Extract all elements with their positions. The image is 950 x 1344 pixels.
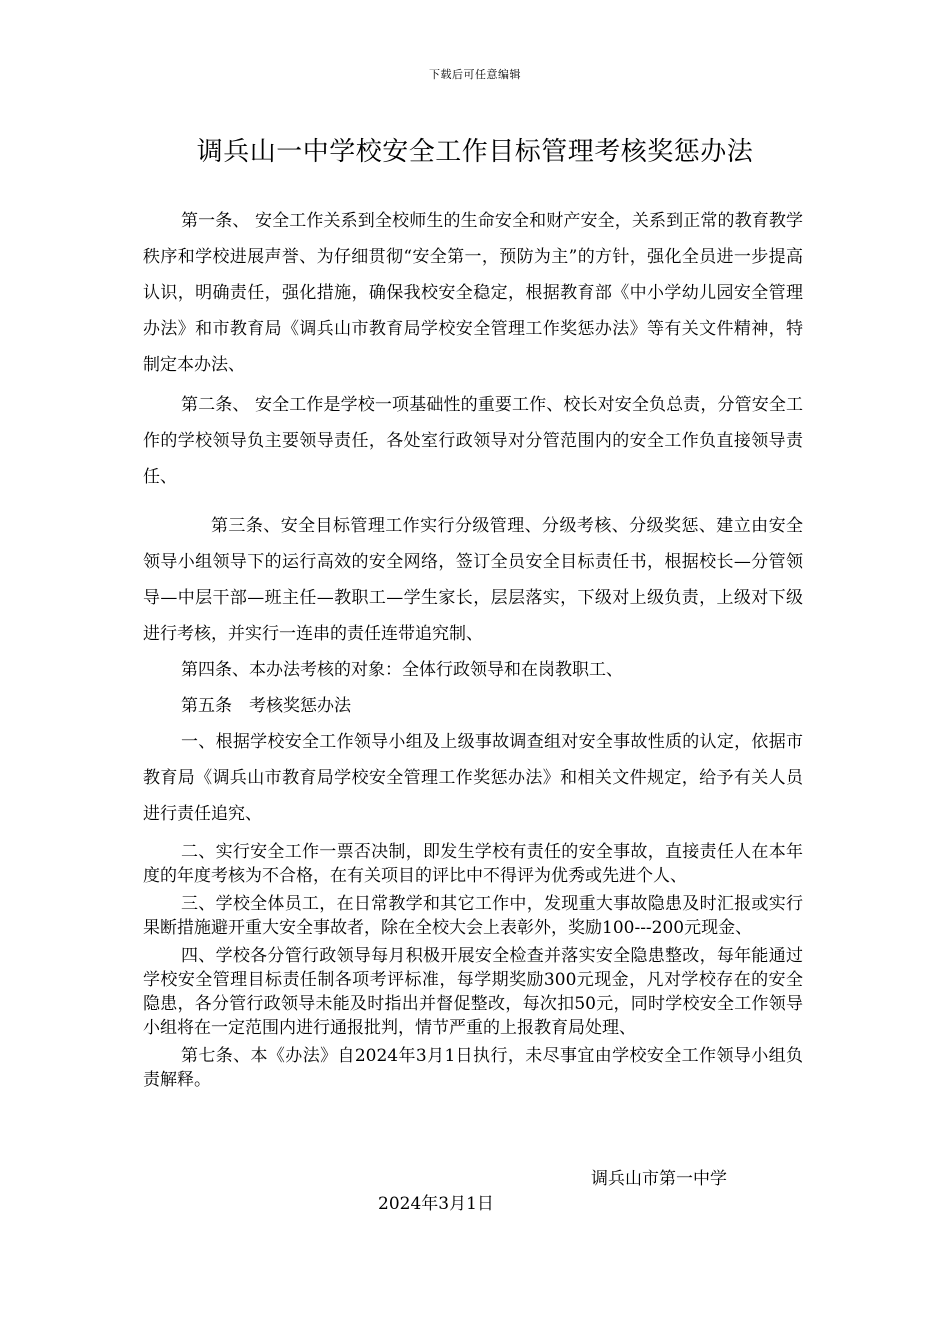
paragraph-article-7: 第七条、本《办法》自2024年3月1日执行，未尽事宜由学校安全工作领导小组负责解释。 [143, 1046, 803, 1090]
header-note: 下载后可任意编辑 [429, 68, 521, 81]
paragraph-article-5: 第五条 考核奖惩办法 [181, 696, 351, 716]
paragraph-article-4: 第四条、本办法考核的对象：全体行政领导和在岗教职工、 [181, 660, 623, 680]
paragraph-article-3: 第三条、安全目标管理工作实行分级管理、分级考核、分级奖惩、建立由安全领导小组领导下的运行高效的安全网络，签订全员安全目标责任书，根据校长—分管领导—中层干部—班主任—教职工—学生家长，层层落实，下级对上级负责，上级对下级进行考核，并实行一连串的责任连带追究制、 [143, 516, 803, 644]
paragraph-article-2: 第二条、 安全工作是学校一项基础性的重要工作、校长对安全负总责，分管安全工作的学校领导负主要领导责任，各处室行政领导对分管范围内的安全工作负直接领导责任、 [143, 395, 803, 487]
paragraph-item-3: 三、学校全体员工，在日常教学和其它工作中，发现重大事故隐患及时汇报或实行果断措施避开重大安全事故者，除在全校大会上表彰外，奖励100---200元现金、 [143, 894, 803, 938]
body-block-main [143, 203, 803, 832]
paragraph-item-1: 一、根据学校安全工作领导小组及上级事故调查组对安全事故性质的认定，依据市教育局《调兵山市教育局学校安全管理工作奖惩办法》和相关文件规定，给予有关人员进行责任追究、 [143, 732, 803, 824]
paragraph-article-1: 第一条、 安全工作关系到全校师生的生命安全和财产安全，关系到正常的教育教学秩序和学校进展声誉、为仔细贯彻“安全第一，预防为主”的方针，强化全员进一步提高认识，明确责任，强化措施，确保我校安全稳定，根据教育部《中小学幼儿园安全管理办法》和市教育局《调兵山市教育局学校安全管理工作奖惩办法》等有关文件精神，特制定本办法、 [143, 211, 803, 375]
body-block-items [143, 840, 803, 1092]
signature-date: 2024年3月1日 [378, 1194, 494, 1214]
document-title: 调兵山一中学校安全工作目标管理考核奖惩办法 [196, 137, 754, 167]
paragraph-item-2: 二、实行安全工作一票否决制，即发生学校有责任的安全事故，直接责任人在本年度的年度考核为不合格，在有关项目的评比中不得评为优秀或先进个人、 [143, 842, 803, 886]
paragraph-item-4: 四、学校各分管行政领导每月积极开展安全检查并落实安全隐患整改，每年能通过学校安全管理目标责任制各项考评标准，每学期奖励300元现金，凡对学校存在的安全隐患，各分管行政领导未能及时指出并督促整改，每次扣50元，同时学校安全工作领导小组将在一定范围内进行通报批判，情节严重的上报教育局处理、 [143, 946, 803, 1038]
signature-organization: 调兵山市第一中学 [591, 1169, 727, 1189]
